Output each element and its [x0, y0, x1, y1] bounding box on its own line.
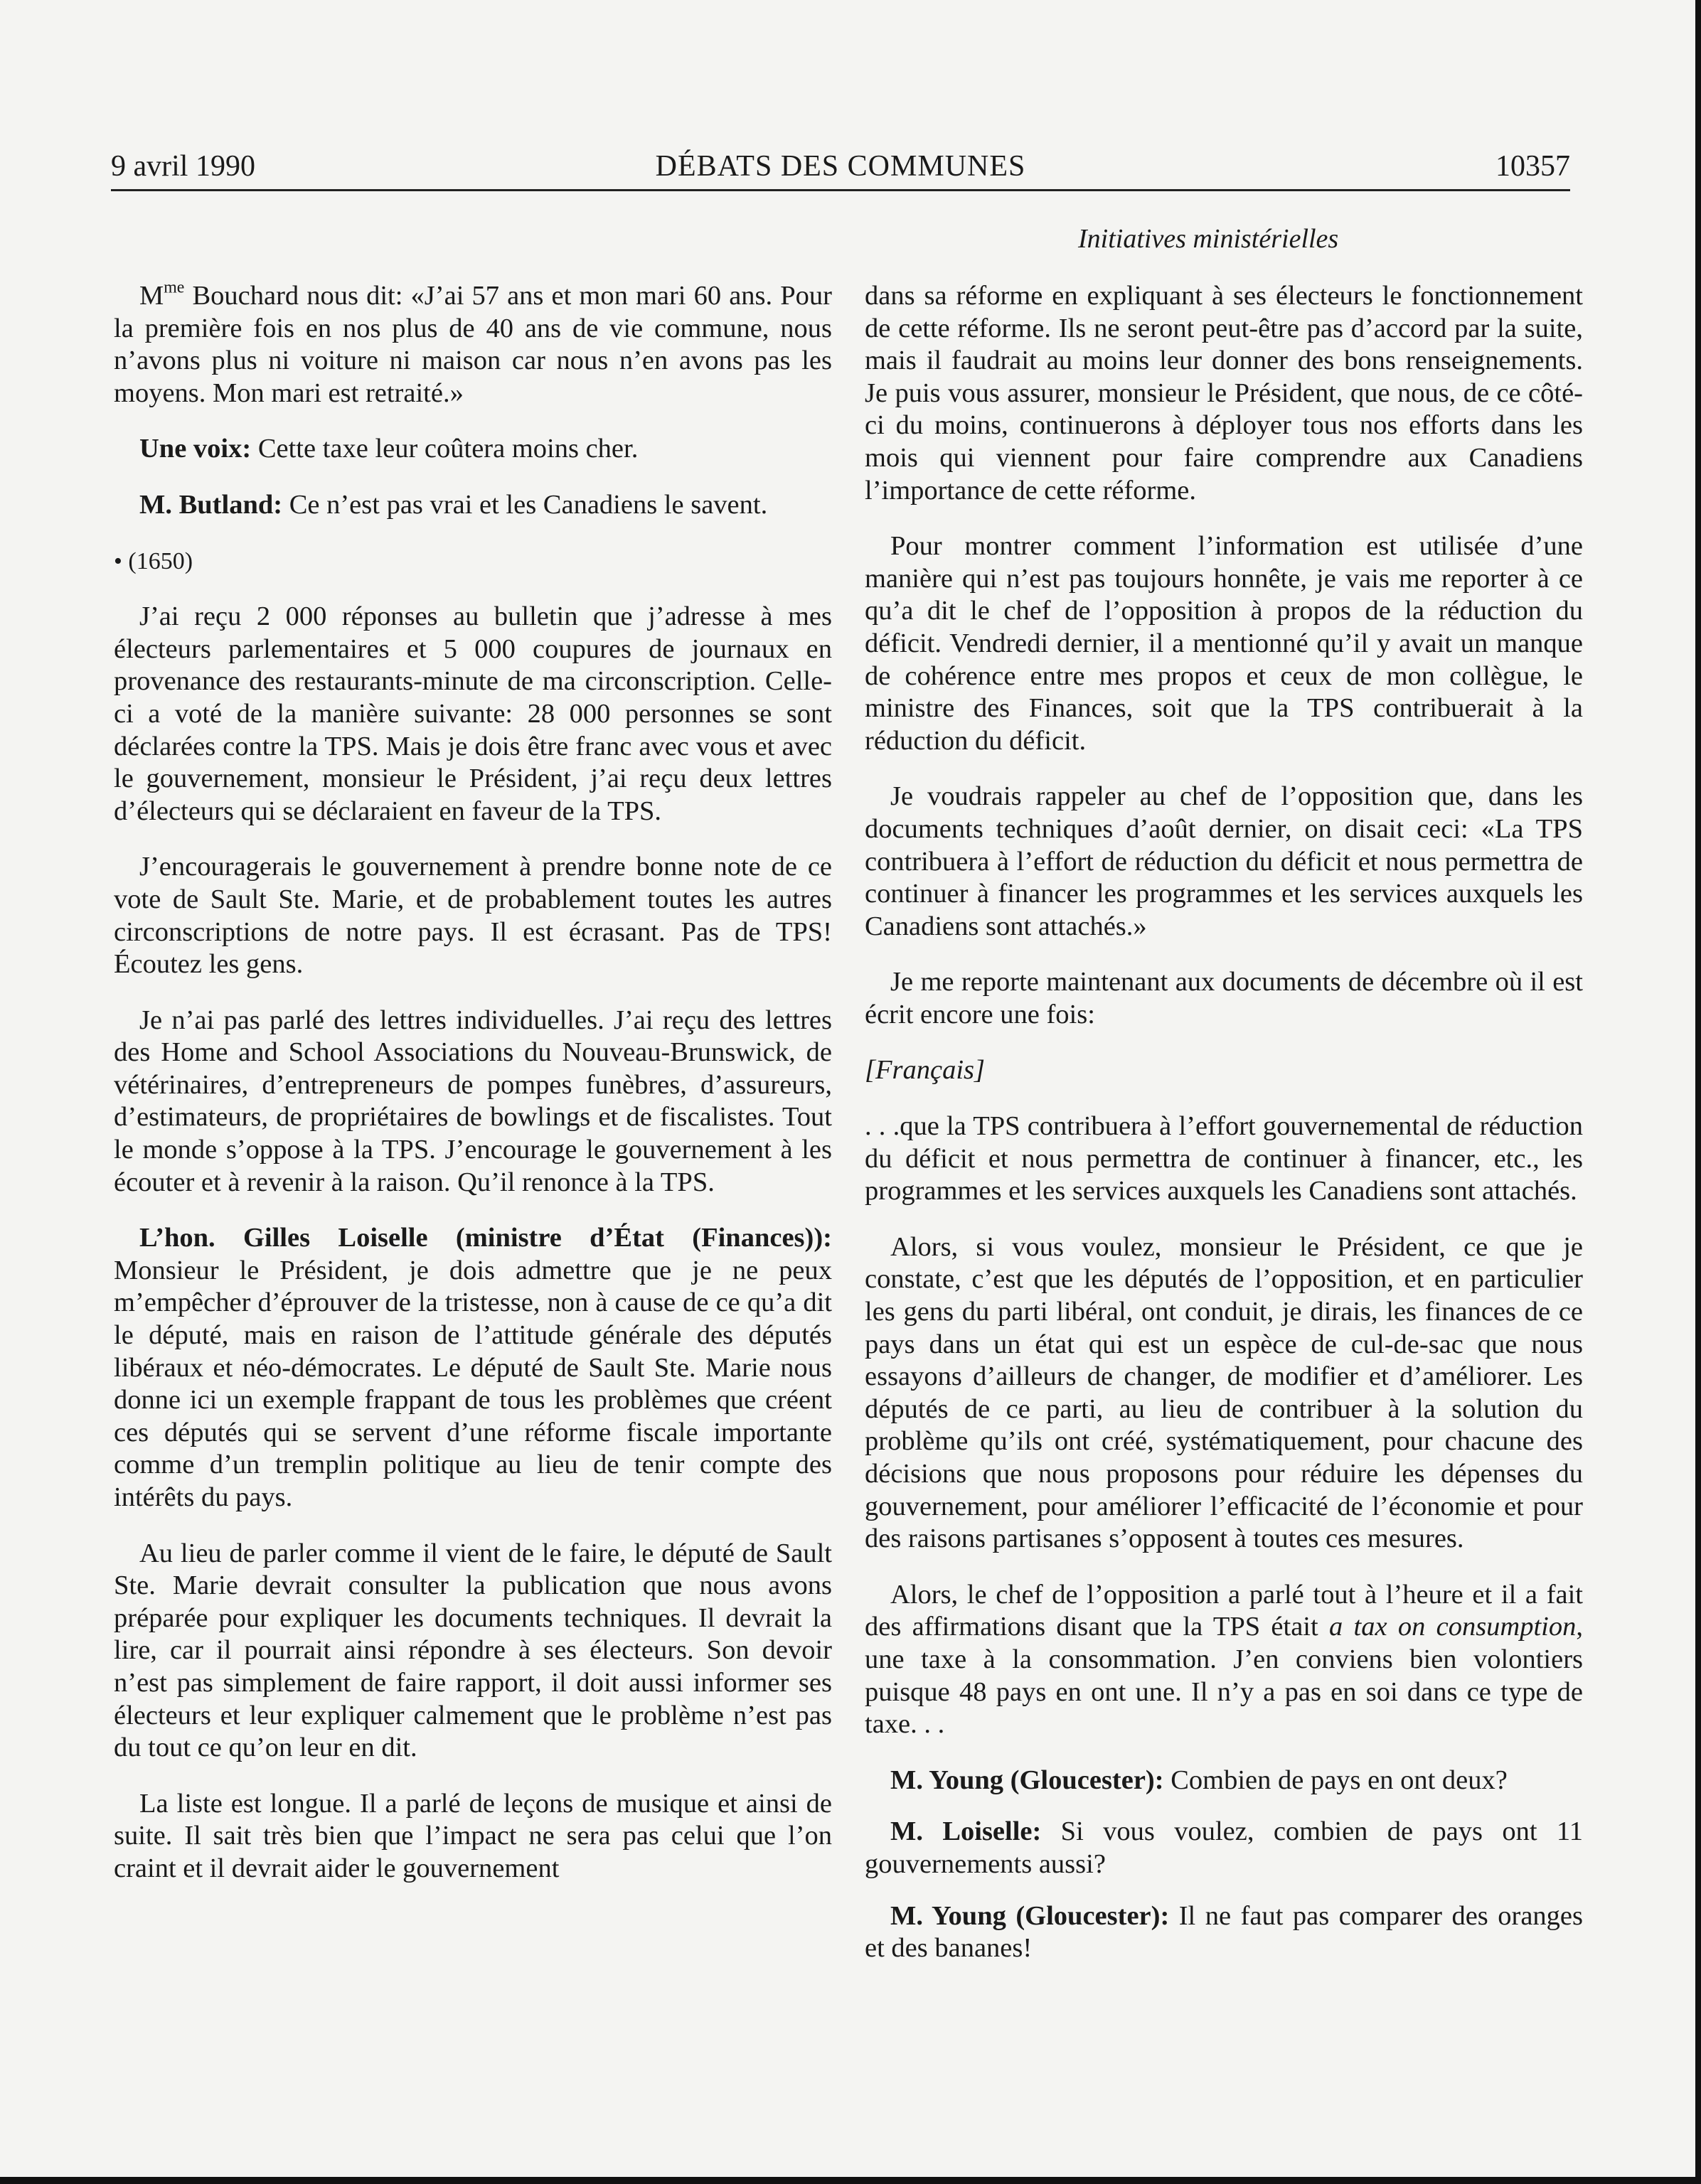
paragraph: Pour montrer comment l’information est utilisée d’une manière qui n’est pas toujours honnête, je vais me reporter à ce qu’a dit le chef de l’opposition à propos de la réduction du déficit. Vendredi dernier, il a mentionné qu’il y avait un manque de cohérence entre mes propos et ceux de mon collègue, le ministre des Finances, soit que la TPS contribuerait à la réduction du déficit.	[865, 531, 1583, 756]
paragraph: J’ai reçu 2 000 réponses au bulletin que j’adresse à mes électeurs parlementaires et 5 000 coupures de journaux en provenance des restaurants-minute de ma circonscription. Celle-ci a voté de la manière suivante: 28 000 personnes se sont déclarées contre la TPS. Mais je dois être franc avec vous et avec le gouvernement, monsieur le Président, j’ai reçu deux lettres d’électeurs qui se déclaraient en faveur de la TPS.	[114, 601, 832, 826]
speaker-name: M. Young (Gloucester):	[890, 1900, 1170, 1931]
paragraph: Alors, le chef de l’opposition a parlé tout à l’heure et il a fait des affirmations disant que la TPS était a tax on consumption, une taxe à la consommation. J’en conviens bien volontiers puisque 48 pays en ont une. Il n’y a pas en soi dans ce type de taxe. . .	[865, 1579, 1583, 1740]
paragraph: La liste est longue. Il a parlé de leçons de musique et ainsi de suite. Il sait très bien que l’impact ne sera pas celui que l’on craint et il devrait aider le gouvernement	[114, 1788, 832, 1883]
header-title: DÉBATS DES COMMUNES	[655, 150, 1026, 183]
speaker-name: M. Loiselle:	[890, 1816, 1042, 1847]
paragraph: M. Young (Gloucester): Il ne faut pas comparer des oranges et des bananes!	[865, 1900, 1583, 1964]
speaker-name: M. Butland:	[139, 489, 283, 520]
left-column	[114, 280, 832, 1909]
paragraph: Je n’ai pas parlé des lettres individuelles. J’ai reçu des lettres des Home and School Associations du Nouveau-Brunswick, de vétérinaires, d’entrepreneurs de pompes funèbres, d’assureurs, d’estimateurs, de propriétaires de bowlings et de fiscalistes. Tout le monde s’oppose à la TPS. J’encourage le gouvernement à les écouter et à revenir à la raison. Qu’il renonce à la TPS.	[114, 1005, 832, 1197]
scan-edge-bottom	[0, 2177, 1701, 2184]
paragraph: M. Butland: Ce n’est pas vrai et les Canadiens le savent.	[139, 489, 768, 520]
header-date: 9 avril 1990	[111, 150, 255, 183]
paragraph: $M^{me}$ Bouchard nous dit: «J’ai 57 ans et mon mari 60 ans. Pour la première fois en nos plus de 40 ans de vie commune, nous n’avons plus ni voiture ni maison car nous n’en avons pas les moyens. Mon mari est retraité.»	[114, 278, 832, 408]
paragraph: Je me reporte maintenant aux documents de décembre où il est écrit encore une fois:	[865, 967, 1583, 1029]
paragraph: M. Loiselle: Si vous voulez, combien de pays ont 11 gouvernements aussi?	[865, 1816, 1583, 1879]
scan-edge-right	[1695, 0, 1701, 2184]
right-column	[865, 280, 1583, 1984]
header-rule	[111, 189, 1570, 191]
paragraph: L’hon. Gilles Loiselle (ministre d’État (Finances)): Monsieur le Président, je dois admettre que je ne peux m’empêcher d’éprouver de la tristesse, non à cause de ce qu’a dit le député, mais en raison de l’attitude générale des députés libéraux et néo-démocrates. Le député de Sault Ste. Marie nous donne ici un exemple frappant de tous les problèmes que créent ces députés qui se servent d’une réforme fiscale importante comme d’un tremplin politique au lieu de tenir compte des intérêts du pays.	[114, 1223, 832, 1512]
header-page-number: 10357	[1495, 150, 1570, 183]
paragraph: Une voix: Cette taxe leur coûtera moins cher.	[139, 434, 639, 464]
speaker-name: L’hon. Gilles Loiselle (ministre d’État (Finances)):	[139, 1223, 832, 1253]
paragraph: dans sa réforme en expliquant à ses électeurs le fonctionnement de cette réforme. Ils ne seront peut-être pas d’accord par la suite, mais il faudrait au moins leur donner des bons renseignements. Je puis vous assurer, monsieur le Président, que nous, de ce côté-ci du moins, continuerons à déployer tous nos efforts dans les mois qui viennent pour faire comprendre aux Canadiens l’importance de cette réforme.	[865, 281, 1583, 505]
paragraph: Au lieu de parler comme il vient de le faire, le député de Sault Ste. Marie devrait consulter la publication que nous avons préparée pour expliquer les documents techniques. Il devrait la lire, car il pourrait ainsi répondre à ses électeurs. Son devoir n’est pas simplement de faire rapport, il doit aussi informer ses électeurs et leur expliquer calmement que le problème n’est pas du tout ce qu’on leur en dit.	[114, 1538, 832, 1763]
paragraph: J’encouragerais le gouvernement à prendre bonne note de ce vote de Sault Ste. Marie, et de probablement toutes les autres circonscriptions de notre pays. Il est écrasant. Pas de TPS! Écoutez les gens.	[114, 852, 832, 980]
language-marker: [Français]	[865, 1055, 985, 1086]
quoted-paragraph: . . .que la TPS contribuera à l’effort gouvernemental de réduction du déficit et nous permettra de continuer à financer, etc., les programmes et les services auxquels les Canadiens sont attachés.	[865, 1111, 1583, 1206]
running-head	[111, 149, 1570, 189]
section-label: Initiatives ministérielles	[1078, 224, 1339, 254]
speaker-name: Une voix:	[139, 434, 252, 464]
paragraph: M. Young (Gloucester): Combien de pays en ont deux?	[890, 1765, 1508, 1795]
time-marker: • (1650)	[114, 547, 193, 574]
paragraph: Je voudrais rappeler au chef de l’opposition que, dans les documents techniques d’août dernier, on disait ceci: «La TPS contribuera à l’effort de réduction du déficit et nous permettra de continuer à financer les programmes et les services auxquels les Canadiens sont attachés.»	[865, 781, 1583, 941]
speaker-name: M. Young (Gloucester):	[890, 1765, 1164, 1795]
paragraph: Alors, si vous voulez, monsieur le Président, ce que je constate, c’est que les députés de l’opposition, et en particulier les gens du parti libéral, ont conduit, je dirais, les finances de ce pays dans un état qui est un espèce de cul-de-sac que nous essayons d’ailleurs de changer, de modifier et d’améliorer. Les députés de ce parti, au lieu de contribuer à la solution du problème qu’ils ont créé, systématiquement, pour chacune des décisions que nous proposons pour réduire les dépenses du gouvernement, pour améliorer l’efficacité de l’économie et pour des raisons partisanes s’opposent à toutes ces mesures.	[865, 1231, 1583, 1554]
